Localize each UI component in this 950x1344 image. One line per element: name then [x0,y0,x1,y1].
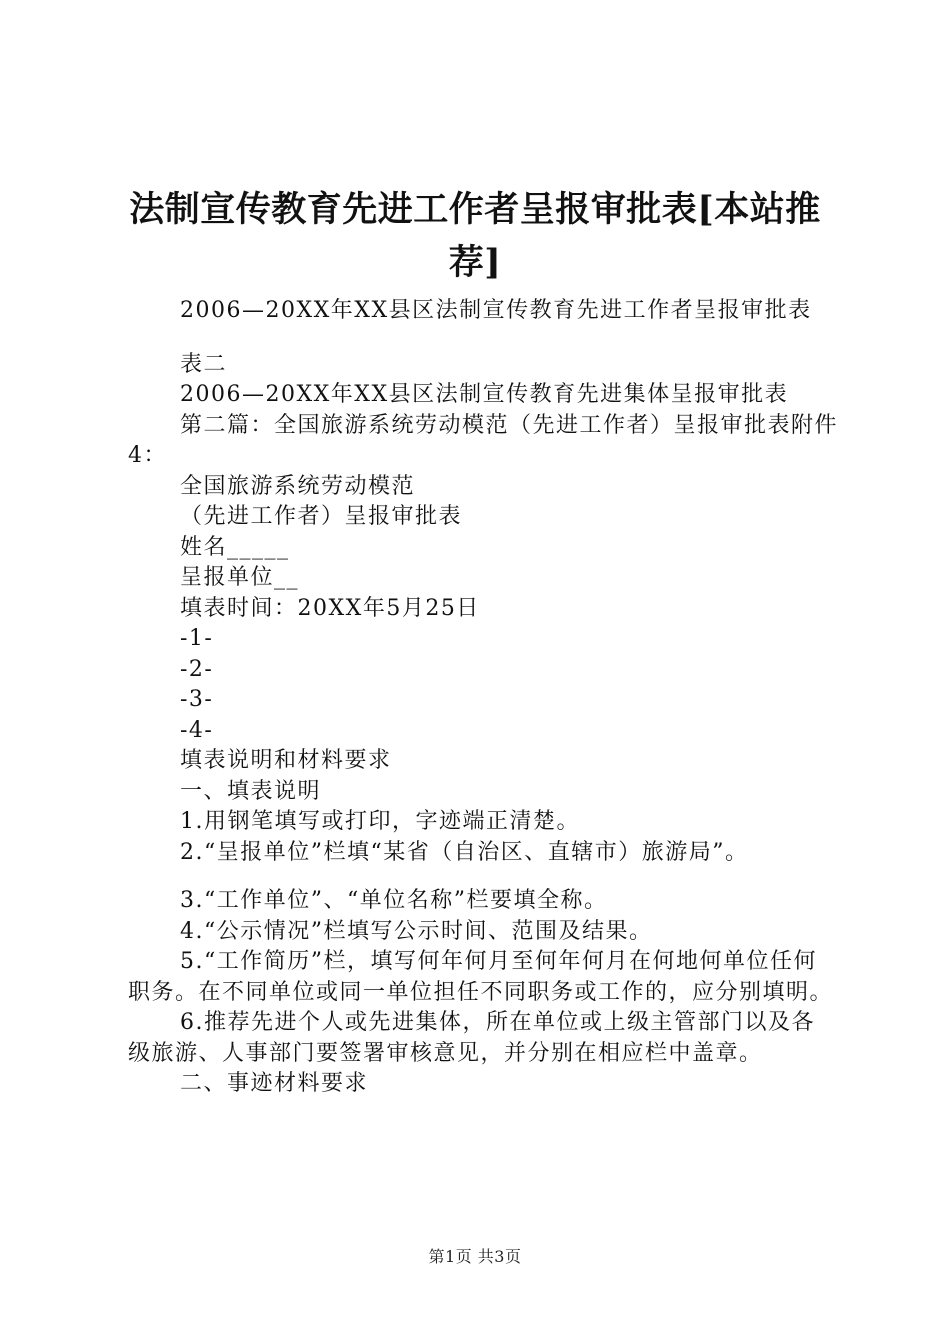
paragraph-line: 全国旅游系统劳动模范 [180,473,416,499]
title-line-2: 荐] [448,242,502,283]
instruction-item: 2.“呈报单位”栏填“某省（自治区、直辖市）旅游局”。 [180,839,749,865]
unit-field-line: 呈报单位__ [180,565,300,590]
document-title [100,188,850,285]
page-footer: 第1页 共3页 [428,1247,522,1266]
title-line-1: 法制宣传教育先进工作者呈报审批表[本站推 [129,189,821,230]
document-body [128,296,838,1100]
page-marker: -2- [180,656,214,682]
paragraph-line: 2006—20XX年XX县区法制宣传教育先进工作者呈报审批表 [180,298,812,323]
page-marker: -3- [180,687,214,712]
instruction-item: 6.推荐先进个人或先进集体，所在单位或上级主管部门以及各级旅游、人事部门要签署审核意见，并分别在相应栏中盖章。 [128,1010,815,1066]
name-field-line: 姓名_____ [180,534,290,560]
section-heading: 二、事迹材料要求 [180,1071,369,1096]
instruction-item: 3.“工作单位”、“单位名称”栏要填全称。 [180,888,608,913]
paragraph-line: 2006—20XX年XX县区法制宣传教育先进集体呈报审批表 [180,382,789,407]
instruction-item: 5.“工作简历”栏，填写何年何月至何年何月在何地何单位任何职务。在不同单位或同一单位担任不同职务或工作的，应分别填明。 [128,949,834,1005]
paragraph-line: 第二篇：全国旅游系统劳动模范（先进工作者）呈报审批表附件4： [128,412,839,468]
date-field-line: 填表时间：20XX年5月25日 [180,595,480,621]
instruction-item: 4.“公示情况”栏填写公示时间、范围及结果。 [180,918,653,944]
page-marker: -4- [180,717,214,743]
instruction-item: 1.用钢笔填写或打印，字迹端正清楚。 [180,809,580,834]
paragraph-line: 表二 [180,351,228,377]
paragraph-line: （先进工作者）呈报审批表 [180,504,463,529]
section-heading: 填表说明和材料要求 [180,748,392,773]
page-marker: -1- [180,626,214,651]
section-heading: 一、填表说明 [180,778,322,804]
